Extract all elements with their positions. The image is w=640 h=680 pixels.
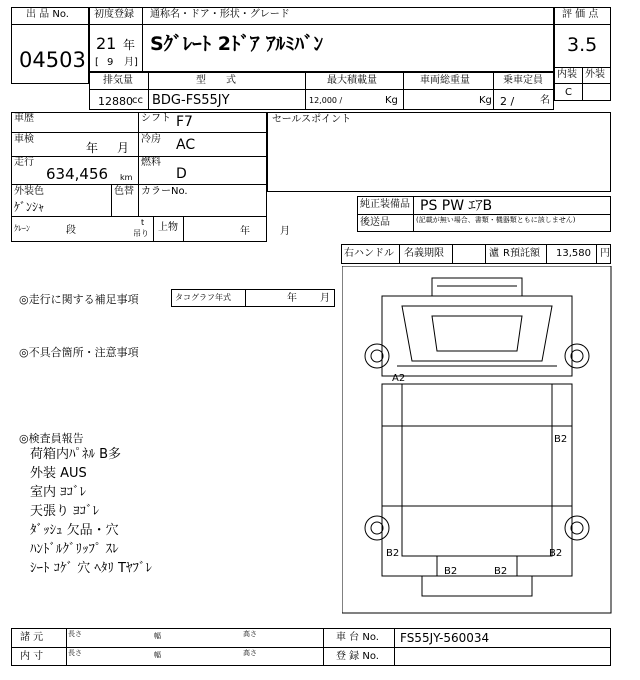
interior-grade-value: C <box>565 87 572 98</box>
dimensions-label: 諸 元 <box>20 632 44 643</box>
inspector-report-item: 室内 ﾖｺﾞﾚ <box>30 485 87 500</box>
damage-mark-tail-left: B2 <box>444 566 458 577</box>
defects-heading: ◎不具合箇所・注意事項 <box>19 346 139 359</box>
inspection-month-unit: 月 <box>117 141 130 155</box>
recycle-deposit-label: R預託額 <box>503 248 540 259</box>
inspector-report-item: ｼｰﾄ ｺｹﾞ 穴 ﾍﾀﾘ Tﾔﾌﾞﾚ <box>30 561 152 576</box>
vehicle-condition-diagram <box>342 266 612 614</box>
crane-tonnage: t <box>141 218 145 227</box>
recycle-deposit-unit: 円 <box>600 248 610 259</box>
capacity-value: 2 / <box>500 95 515 108</box>
inspector-report-item: 外装 AUS <box>30 466 87 481</box>
registration-number-label: 登 録 No. <box>336 651 379 662</box>
model-label: 型 式 <box>196 75 236 86</box>
rating-label: 評 価 点 <box>562 9 599 20</box>
steering-position: 右ハンドル <box>344 248 394 259</box>
raise-year-unit: 年 <box>240 226 250 237</box>
color-label: 外装色 <box>14 186 44 197</box>
lot-number-value: 04503 <box>19 48 86 72</box>
first-registration-label: 初度登録 <box>94 9 134 20</box>
registration-month: 9 <box>107 57 114 68</box>
tachograph-label: タコグラフ年式 <box>175 293 231 302</box>
vehicle-name-value: Sｸﾞﾚｰﾄ 2ﾄﾞｱ ｱﾙﾐﾊﾞﾝ <box>150 33 324 55</box>
displacement-unit: cc <box>132 95 143 106</box>
mileage-unit: km <box>120 173 133 182</box>
supplementary-notes-heading: ◎走行に関する補足事項 <box>19 293 139 306</box>
length-label: 長さ <box>68 630 82 638</box>
lot-number-label: 出 品 No. <box>26 9 69 20</box>
displacement-value: 12880 <box>98 95 133 108</box>
inspection-year-unit: 年 <box>86 141 99 155</box>
vehicle-name-label: 通称名・ドア・形状・グレード <box>150 9 290 20</box>
recycle-deposit-value: 13,580 <box>556 248 591 259</box>
rating-value: 3.5 <box>567 34 598 56</box>
inspector-report-item: ﾊﾝﾄﾞﾙｸﾞﾘｯﾌﾟ ｽﾚ <box>30 542 119 557</box>
capacity-unit: 名 <box>540 95 550 106</box>
crane-lift: 吊り <box>133 229 149 238</box>
max-load-unit: Kg <box>385 95 398 106</box>
color-value: ｹﾞﾝｼｬ <box>14 200 45 214</box>
ac-label: 冷房 <box>141 134 161 145</box>
crane-label: ｸﾚｰﾝ <box>14 224 30 233</box>
width-label: 幅 <box>154 632 161 640</box>
exterior-grade-label: 外装 <box>585 69 605 80</box>
displacement-label: 排気量 <box>103 75 133 86</box>
damage-mark-cab-left: A2 <box>392 373 406 384</box>
shift-value: F7 <box>176 114 193 130</box>
height-label: 高さ <box>243 630 257 638</box>
inspection-label: 車検 <box>14 134 34 145</box>
interior-length-label: 長さ <box>68 649 82 657</box>
shift-label: シフト <box>141 113 171 124</box>
accessories-label: 後送品 <box>360 217 390 228</box>
equipment-value: PS PW ｴｱB <box>420 198 493 214</box>
registration-year-unit: 年 <box>123 38 136 52</box>
fuel-value: D <box>176 166 187 182</box>
selling-points-label: セールスポイント <box>272 114 352 125</box>
model-value: BDG-FS55JY <box>152 93 230 108</box>
ac-value: AC <box>176 137 196 153</box>
accessories-note: (記載が無い場合、書類・機器類ともに該しません) <box>416 216 576 224</box>
damage-mark-rear-right: B2 <box>549 548 563 559</box>
registration-month-unit: 月] <box>124 57 138 68</box>
interior-dimensions-label: 内 寸 <box>20 651 44 662</box>
raise-label: 上物 <box>158 222 178 233</box>
interior-width-label: 幅 <box>154 651 161 659</box>
mileage-value: 634,456 <box>46 165 109 183</box>
tachograph-year-unit: 年 <box>287 293 297 304</box>
crane-stages: 段 <box>66 225 76 236</box>
capacity-label: 乗車定員 <box>503 75 543 86</box>
damage-mark-tail-right: B2 <box>494 566 508 577</box>
mileage-label: 走行 <box>14 157 34 168</box>
gross-weight-unit: Kg <box>479 95 492 106</box>
tachograph-month-unit: 月 <box>320 293 330 304</box>
history-label: 車歴 <box>14 113 34 124</box>
color-change-label: 色替 <box>114 186 134 197</box>
max-load-label: 最大積載量 <box>327 75 377 86</box>
inspector-report-item: ﾀﾞｯｼｭ 欠品・穴 <box>30 523 119 538</box>
damage-mark-body-right: B2 <box>554 434 568 445</box>
damage-mark-rear-left: B2 <box>386 548 400 559</box>
registration-year: 21 <box>96 34 117 53</box>
color-code-label: カラーNo. <box>141 186 188 197</box>
inspector-report-item: 荷箱内ﾊﾟﾈﾙ B多 <box>30 447 122 462</box>
interior-height-label: 高さ <box>243 649 257 657</box>
mileage-check-label: 瀘 <box>489 248 499 259</box>
chassis-number-label: 車 台 No. <box>336 632 379 643</box>
inspector-report-item: 天張り ﾖｺﾞﾚ <box>30 504 100 519</box>
title-change-label: 名義期限 <box>404 248 444 259</box>
max-load-value: 12,000 / <box>309 96 343 105</box>
inspector-report-heading: ◎検査員報告 <box>19 432 84 445</box>
registration-month-open: [ <box>95 57 99 68</box>
gross-weight-label: 車両総重量 <box>420 75 470 86</box>
interior-grade-label: 内装 <box>557 69 577 80</box>
fuel-label: 燃料 <box>141 157 161 168</box>
chassis-number-value: FS55JY-560034 <box>400 631 490 645</box>
raise-month-unit: 月 <box>280 226 290 237</box>
equipment-label: 純正装備品 <box>360 199 410 210</box>
